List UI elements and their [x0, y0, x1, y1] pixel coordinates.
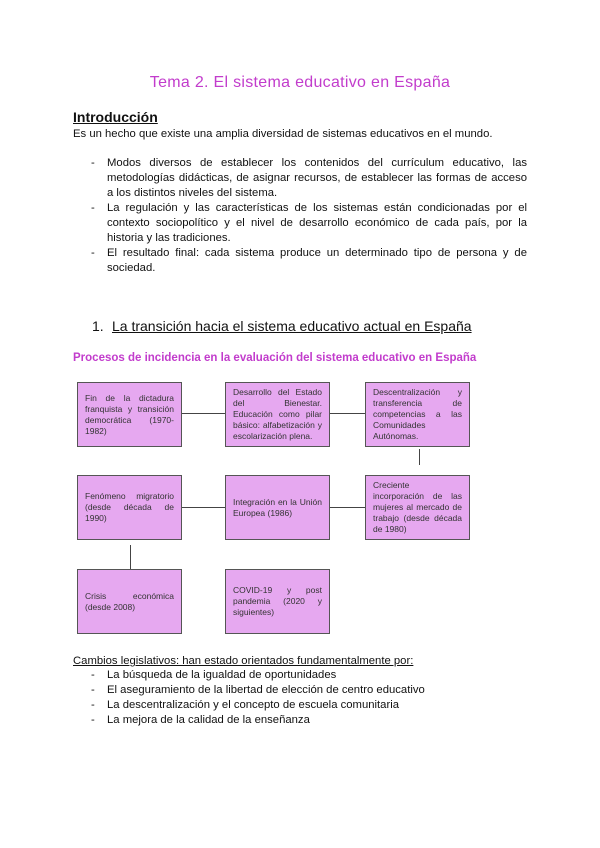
- section-number: 1.: [92, 318, 104, 334]
- box-text: Desarrollo del Estado del Bienestar. Educación como pilar básico: alfabetización y escolarización plena.: [233, 387, 322, 441]
- list-item: - La búsqueda de la igualdad de oportunidades: [73, 668, 527, 683]
- diagram-box: [225, 382, 330, 447]
- box-text: Fin de la dictadura franquista y transición democrática (1970-1982): [85, 392, 174, 436]
- diagram-title: Procesos de incidencia en la evaluación del sistema educativo en España: [73, 352, 477, 364]
- intro-heading: Introducción: [73, 109, 158, 125]
- list-item: - La regulación y las características de los sistemas están condicionadas por el contexto sociopolítico y el nivel de desarrollo económico de cada país, por la historia y las tradiciones.: [73, 201, 527, 246]
- intro-list: [73, 156, 527, 276]
- diagram-box: [225, 569, 330, 634]
- intro-paragraph: Es un hecho que existe una amplia diversidad de sistemas educativos en el mundo.: [73, 128, 493, 140]
- connector: [329, 507, 365, 508]
- box-text: Crisis económica (desde 2008): [85, 590, 174, 612]
- connector: [329, 413, 365, 414]
- box-text: Fenómeno migratorio (desde década de 1990): [85, 491, 174, 523]
- page-title: Tema 2. El sistema educativo en España: [149, 74, 451, 91]
- diagram-box: [77, 569, 182, 634]
- section-heading: [92, 318, 472, 334]
- list-item: - Modos diversos de establecer los contenidos del currículum educativo, las metodologías didácticas, de asignar recursos, de establecer las formas de acceso a los distintos niveles del sistema.: [73, 156, 527, 201]
- box-text: Creciente incorporación de las mujeres al mercado de trabajo (desde década de 1980): [373, 480, 462, 534]
- list-item: - La mejora de la calidad de la enseñanza: [73, 713, 527, 728]
- diagram-box: [77, 382, 182, 447]
- connector: [130, 545, 131, 569]
- diagram-box: [225, 475, 330, 540]
- box-text: Descentralización y transferencia de competencias a las Comunidades Autónomas.: [373, 387, 462, 441]
- box-text: COVID-19 y post pandemia (2020 y siguientes): [233, 585, 322, 617]
- list-item: - El aseguramiento de la libertad de elección de centro educativo: [73, 683, 527, 698]
- list-item: - El resultado final: cada sistema produce un determinado tipo de persona y de sociedad.: [73, 246, 527, 276]
- diagram-box: [365, 382, 470, 447]
- list-item: - La descentralización y el concepto de escuela comunitaria: [73, 698, 527, 713]
- connector: [419, 449, 420, 465]
- diagram-box: [77, 475, 182, 540]
- changes-heading: Cambios legislativos: han estado orientados fundamentalmente por:: [73, 655, 414, 667]
- section-title: La transición hacia el sistema educativo actual en España: [112, 318, 472, 334]
- diagram-box: [365, 475, 470, 540]
- connector: [181, 507, 225, 508]
- connector: [181, 413, 225, 414]
- box-text: Integración en la Unión Europea (1986): [233, 496, 322, 518]
- changes-list: [73, 668, 527, 728]
